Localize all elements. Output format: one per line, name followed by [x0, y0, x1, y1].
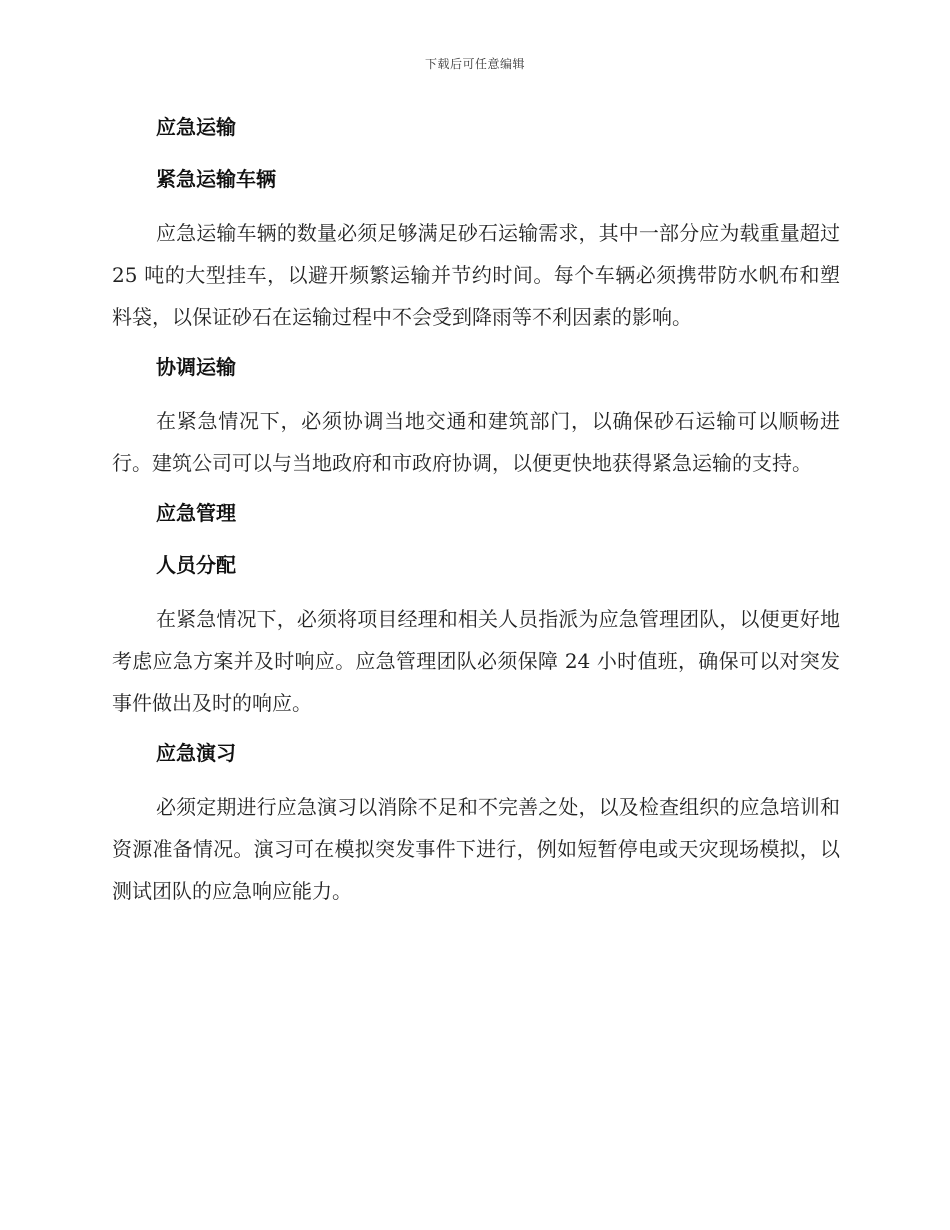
page-header-note: 下载后可任意编辑: [424, 57, 525, 71]
section-heading-management: 应急管理: [156, 501, 236, 525]
subsection-heading-vehicles: 紧急运输车辆: [156, 167, 276, 191]
document-body: [112, 108, 840, 912]
subsection-heading-drills: 应急演习: [156, 741, 236, 765]
paragraph-coordination: 在紧急情况下，必须协调当地交通和建筑部门，以确保砂石运输可以顺畅进行。建筑公司可以与当地政府和市政府协调，以便更快地获得紧急运输的支持。: [112, 409, 840, 475]
subsection-heading-coordination: 协调运输: [156, 355, 236, 379]
paragraph-staffing: 在紧急情况下，必须将项目经理和相关人员指派为应急管理团队，以便更好地考虑应急方案并及时响应。应急管理团队必须保障 24 小时值班，确保可以对突发事件做出及时的响应。: [112, 607, 840, 715]
paragraph-drills: 必须定期进行应急演习以消除不足和不完善之处，以及检查组织的应急培训和资源准备情况。演习可在模拟突发事件下进行，例如短暂停电或天灾现场模拟，以测试团队的应急响应能力。: [112, 795, 840, 903]
paragraph-vehicles: 应急运输车辆的数量必须足够满足砂石运输需求，其中一部分应为载重量超过 25 吨的大型挂车，以避开频繁运输并节约时间。每个车辆必须携带防水帆布和塑料袋，以保证砂石在运输过程中不会受到降雨等不利因素的影响。: [112, 221, 840, 329]
section-heading-transport: 应急运输: [156, 115, 236, 139]
subsection-heading-staffing: 人员分配: [156, 553, 236, 577]
